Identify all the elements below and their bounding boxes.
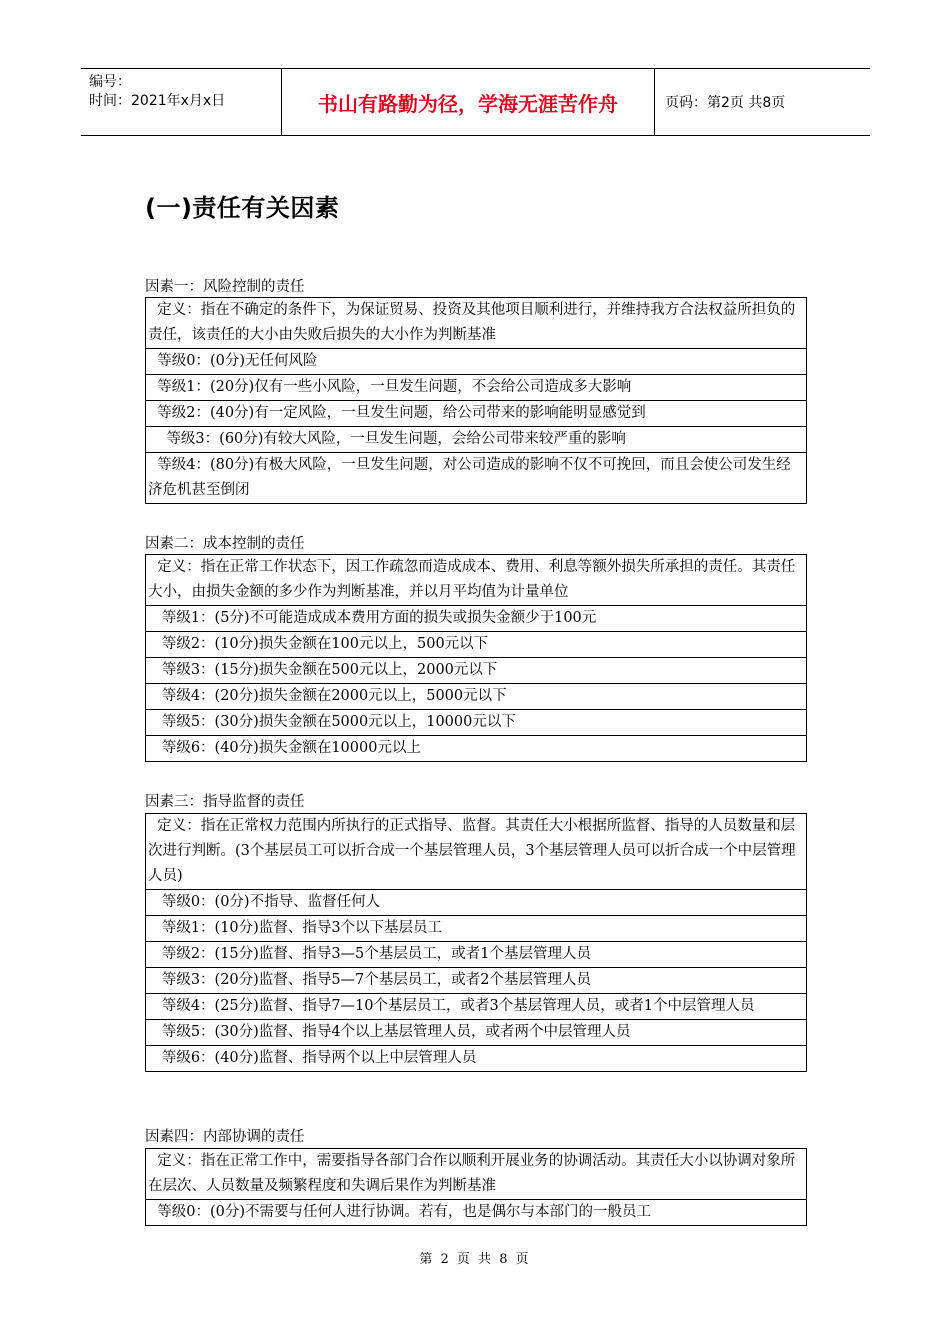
factor-4-level-0: 等级0：(0分)不需要与任何人进行协调。若有，也是偶尔与本部门的一般员工 xyxy=(146,1200,807,1226)
factor-2-definition: 定义：指在正常工作状态下，因工作疏忽而造成成本、费用、利息等额外损失所承担的责任。其责任大小，由损失金额的多少作为判断基准，并以月平均值为计量单位 xyxy=(146,555,807,606)
factor-3-definition: 定义：指在正常权力范围内所执行的正式指导、监督。其责任大小根据所监督、指导的人员数量和层次进行判断。(3个基层员工可以折合成一个基层管理人员，3个基层管理人员可以折合成一个中层管理人员) xyxy=(146,814,807,890)
factor-2-level-5: 等级5：(30分)损失金额在5000元以上，10000元以下 xyxy=(146,710,807,736)
factor-3-level-1: 等级1：(10分)监督、指导3个以下基层员工 xyxy=(146,916,807,942)
factor-3-level-0: 等级0：(0分)不指导、监督任何人 xyxy=(146,890,807,916)
factor-1-definition: 定义：指在不确定的条件下，为保证贸易、投资及其他项目顺利进行，并维持我方合法权益所担负的责任，该责任的大小由失败后损失的大小作为判断基准 xyxy=(146,298,807,349)
factor-3-level-3: 等级3：(20分)监督、指导5—7个基层员工，或者2个基层管理人员 xyxy=(146,968,807,994)
page-header xyxy=(81,68,870,136)
factor-4-table xyxy=(145,1148,807,1226)
factor-3-level-4: 等级4：(25分)监督、指导7—10个基层员工，或者3个基层管理人员，或者1个中层管理人员 xyxy=(146,994,807,1020)
header-meta xyxy=(81,69,282,135)
factor-3-level-2: 等级2：(15分)监督、指导3—5个基层员工，或者1个基层管理人员 xyxy=(146,942,807,968)
factor-3-level-5: 等级5：(30分)监督、指导4个以上基层管理人员，或者两个中层管理人员 xyxy=(146,1020,807,1046)
number-label: 编号： xyxy=(89,74,131,90)
section-title: (一)责任有关因素 xyxy=(145,194,340,222)
factor-2-level-6: 等级6：(40分)损失金额在10000元以上 xyxy=(146,736,807,762)
factor-1-level-1: 等级1：(20分)仅有一些小风险，一旦发生问题，不会给公司造成多大影响 xyxy=(146,375,807,401)
factor-2-level-4: 等级4：(20分)损失金额在2000元以上，5000元以下 xyxy=(146,684,807,710)
header-page-info: 页码：第2页 共8页 xyxy=(665,95,786,111)
time-label: 时间：2021年x月x日 xyxy=(89,93,226,109)
factor-2-table xyxy=(145,554,807,762)
factor-1-level-2: 等级2：(40分)有一定风险，一旦发生问题，给公司带来的影响能明显感觉到 xyxy=(146,401,807,427)
factor-2-label: 因素二：成本控制的责任 xyxy=(145,536,305,552)
factor-2-level-2: 等级2：(10分)损失金额在100元以上，500元以下 xyxy=(146,632,807,658)
page-footer: 第 2 页 共 8 页 xyxy=(419,1252,531,1267)
factor-1-level-4: 等级4：(80分)有极大风险，一旦发生问题，对公司造成的影响不仅不可挽回，而且会使公司发生经济危机甚至倒闭 xyxy=(146,453,807,504)
factor-3-label: 因素三：指导监督的责任 xyxy=(145,794,305,810)
factor-1-table xyxy=(145,297,807,504)
factor-1-level-3: 等级3：(60分)有较大风险，一旦发生问题，会给公司带来较严重的影响 xyxy=(146,427,807,453)
factor-2-level-1: 等级1：(5分)不可能造成成本费用方面的损失或损失金额少于100元 xyxy=(146,606,807,632)
factor-4-label: 因素四：内部协调的责任 xyxy=(145,1129,305,1145)
factor-3-level-6: 等级6：(40分)监督、指导两个以上中层管理人员 xyxy=(146,1046,807,1072)
factor-1-level-0: 等级0：(0分)无任何风险 xyxy=(146,349,807,375)
factor-2-level-3: 等级3：(15分)损失金额在500元以上，2000元以下 xyxy=(146,658,807,684)
factor-3-table xyxy=(145,813,807,1072)
header-motto: 书山有路勤为径，学海无涯苦作舟 xyxy=(282,69,655,135)
factor-1-label: 因素一：风险控制的责任 xyxy=(145,279,305,295)
factor-4-definition: 定义：指在正常工作中，需要指导各部门合作以顺利开展业务的协调活动。其责任大小以协调对象所在层次、人员数量及频繁程度和失调后果作为判断基准 xyxy=(146,1149,807,1200)
